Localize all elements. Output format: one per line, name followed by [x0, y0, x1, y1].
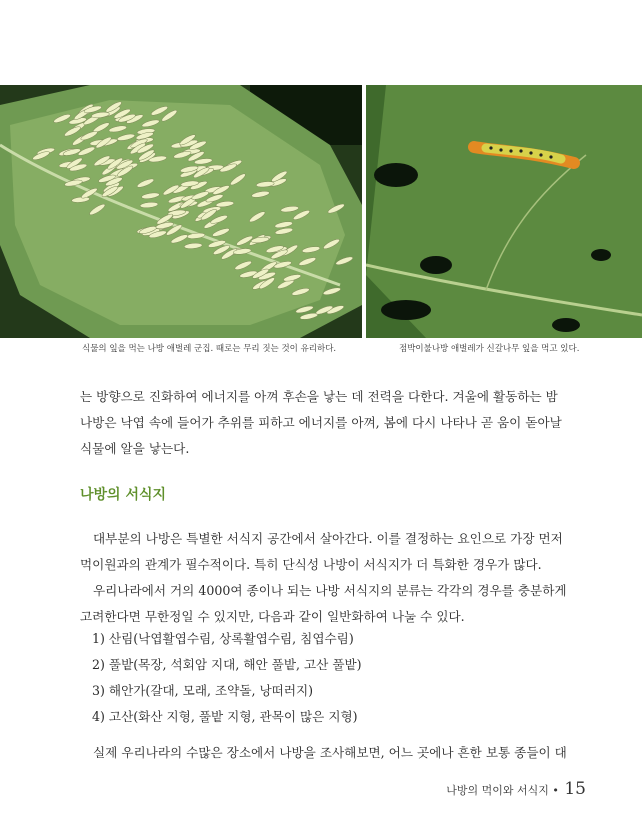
section-title: 나방의 서식지 [80, 487, 167, 503]
list-item: 2) 풀밭(목장, 석회암 지대, 해안 풀밭, 고산 풀밭) [92, 657, 362, 672]
list-item: 4) 고산(화산 지형, 풀밭 지형, 관목이 많은 지형) [92, 709, 358, 724]
page-footer [446, 779, 586, 799]
habitat-list [92, 626, 362, 730]
page-number: 15 [564, 779, 586, 799]
intro-paragraph [80, 384, 568, 462]
caterpillar-colony-image [0, 85, 362, 338]
text-line: 우리나라에서 거의 4000여 종이나 되는 나방 서식지의 분류는 각각의 경우를 충분하게 [93, 583, 567, 598]
text-line: 식물에 알을 낳는다. [80, 441, 190, 456]
spotted-caterpillar-image [366, 85, 642, 338]
text-line: 나방은 낙엽 속에 들어가 추위를 피하고 에너지를 아껴, 봄에 다시 나타나 곧 움이 돋아날 [80, 415, 562, 430]
text-line: 실제 우리나라의 수많은 장소에서 나방을 조사해보면, 어느 곳에나 흔한 보통 종들이 대 [93, 745, 567, 760]
chapter-title: 나방의 먹이와 서식지 [446, 784, 549, 797]
text-line: 는 방향으로 진화하여 에너지를 아껴 후손을 낳는 데 전력을 다한다. 겨울에 활동하는 밤 [80, 389, 558, 404]
text-line: 먹이원과의 관계가 필수적이다. 특히 단식성 나방이 서식지가 더 특화한 경우가 많다. [80, 557, 542, 572]
text-line: 고려한다면 무한정일 수 있지만, 다음과 같이 일반화하여 나눌 수 있다. [80, 609, 465, 624]
photo-caption-left: 식물의 잎을 먹는 나방 애벌레 군집. 때로는 무리 짓는 것이 유리하다. [82, 344, 337, 354]
survey-paragraph [80, 740, 568, 766]
photo-caterpillar-colony [0, 85, 362, 338]
photo-caption-right: 점박이불나방 애벌레가 신갈나무 잎을 먹고 있다. [399, 344, 580, 354]
list-item: 3) 해안가(갈대, 모래, 조약돌, 낭떠러지) [92, 683, 314, 698]
list-item: 1) 산림(낙엽활엽수림, 상록활엽수림, 침엽수림) [92, 631, 354, 646]
footer-separator: • [552, 784, 559, 797]
text-line: 대부분의 나방은 특별한 서식지 공간에서 살아간다. 이를 결정하는 요인으로 가장 먼저 [93, 531, 563, 546]
habitat-paragraph [80, 526, 568, 630]
photo-spotted-caterpillar [366, 85, 642, 338]
